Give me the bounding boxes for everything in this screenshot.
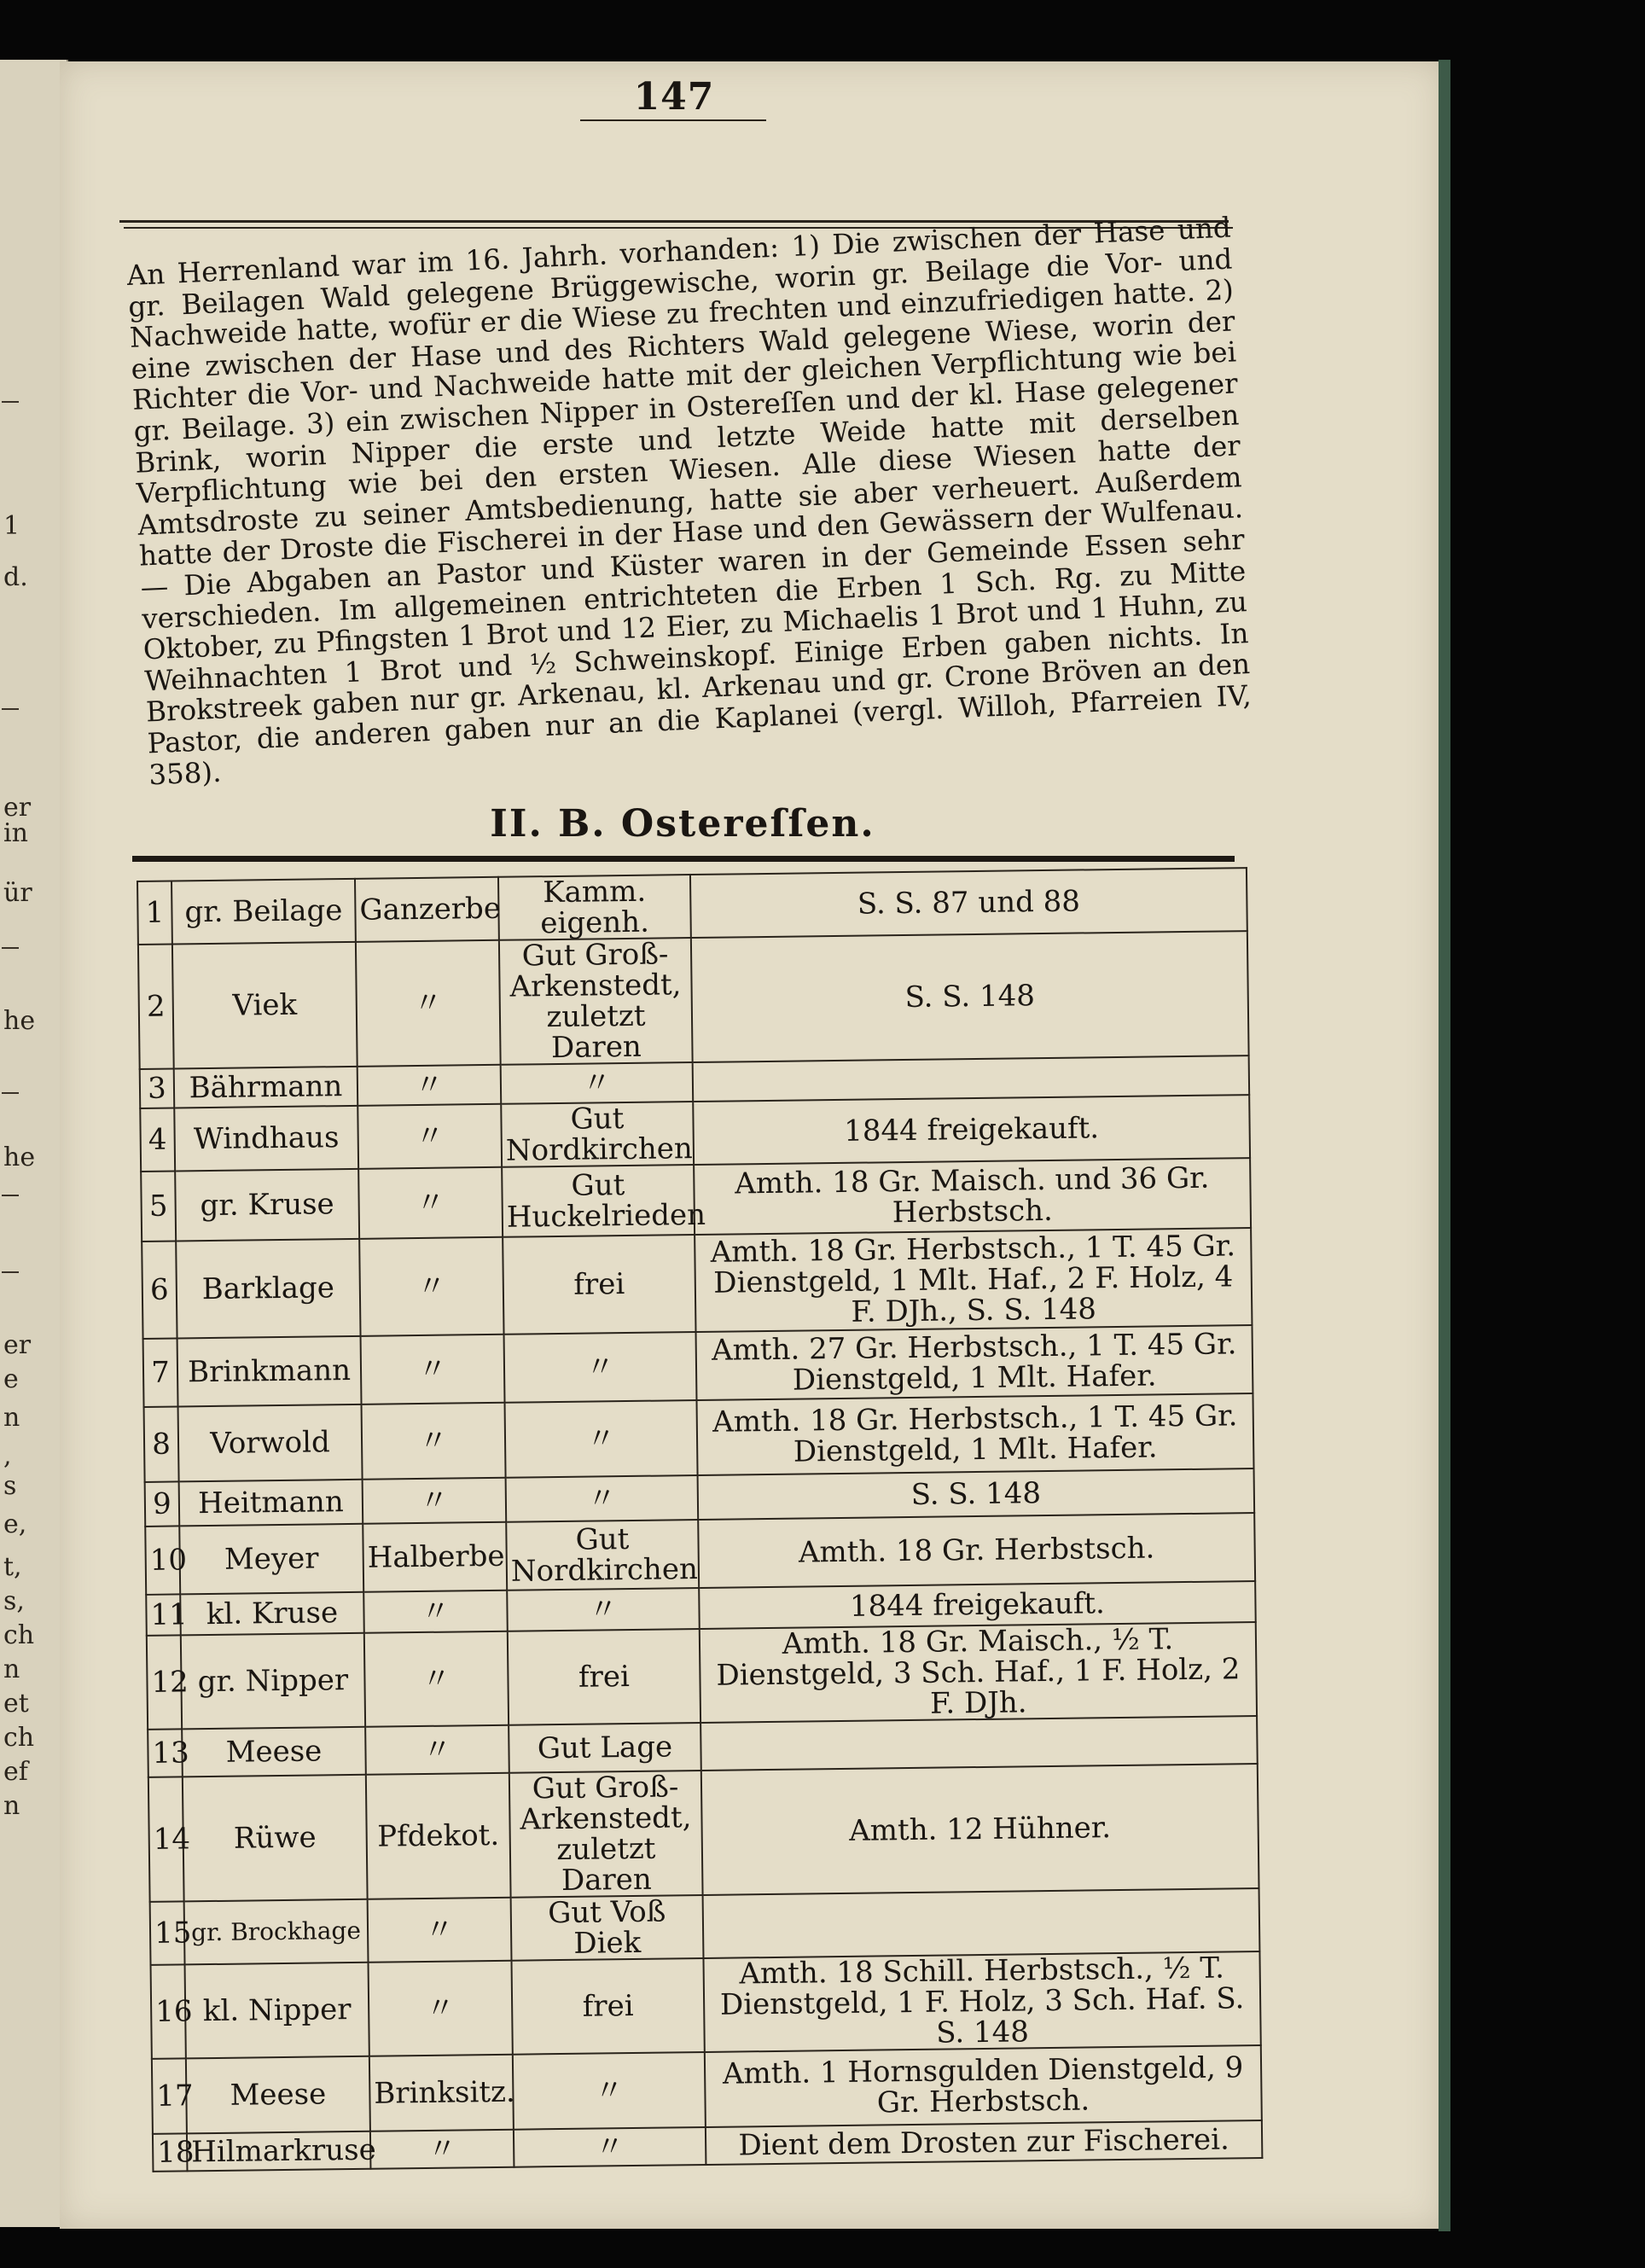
table-row <box>151 1951 1261 2059</box>
farm-register-table <box>137 867 1263 2172</box>
margin-rule <box>2 1271 19 1273</box>
holding-class: 〃 <box>358 1167 503 1239</box>
row-number: 17 <box>152 2058 187 2133</box>
landlord: Gut Groß-Arkenstedt, zuletzt Daren <box>509 1771 703 1898</box>
dues-notes: Amth. 12 Hühner. <box>701 1764 1259 1895</box>
margin-fragment: ür <box>3 878 32 908</box>
table-row <box>147 1622 1257 1730</box>
farm-name: Meese <box>182 1727 366 1777</box>
row-number: 9 <box>145 1481 180 1526</box>
table-row <box>148 1764 1259 1902</box>
table-row <box>141 1158 1251 1242</box>
dues-notes: Amth. 18 Gr. Herbstsch., 1 T. 45 Gr. Dienstgeld, 1 Mlt. Haf., 2 F. Holz, 4 F. DJh., S. S. 148 <box>695 1228 1252 1332</box>
dues-notes <box>693 1055 1250 1102</box>
farm-name: Heitmann <box>179 1480 363 1527</box>
farm-name: Barklage <box>176 1239 360 1339</box>
margin-fragment: d. <box>3 562 28 592</box>
landlord: frei <box>511 1958 704 2055</box>
margin-fragment: n <box>3 1791 20 1821</box>
landlord: Gut Huckelrieden <box>502 1165 695 1237</box>
table-top-rule <box>132 856 1235 862</box>
margin-fragment: ch <box>3 1723 35 1753</box>
row-number: 5 <box>141 1171 176 1241</box>
margin-fragment: , <box>3 1441 12 1471</box>
farm-name: gr. Beilage <box>171 879 356 945</box>
farm-name: Rüwe <box>183 1775 368 1902</box>
margin-fragment: n <box>3 1654 20 1684</box>
holding-class: 〃 <box>356 940 501 1067</box>
holding-class: 〃 <box>365 1725 509 1775</box>
facing-page-edge <box>0 60 68 2227</box>
landlord: 〃 <box>507 1588 700 1631</box>
margin-fragment: 1 <box>3 511 20 541</box>
table-row <box>142 1228 1252 1339</box>
section-heading: II. B. Ostereſſen. <box>490 802 875 846</box>
margin-rule <box>2 1195 19 1196</box>
dues-notes: Amth. 18 Gr. Maisch. und 36 Gr. Herbstsch. <box>694 1158 1251 1235</box>
margin-fragment: er <box>3 1330 32 1360</box>
landlord: frei <box>508 1629 700 1725</box>
page-number-rule <box>580 119 766 121</box>
landlord: Gut Voß Diek <box>511 1895 704 1961</box>
dues-notes: S. S. 87 und 88 <box>690 868 1247 938</box>
dues-notes <box>703 1888 1260 1958</box>
farm-name: kl. Kruse <box>180 1592 364 1636</box>
row-number: 1 <box>137 881 172 944</box>
holding-class: 〃 <box>364 1631 509 1727</box>
holding-class: 〃 <box>368 1898 512 1963</box>
margin-fragment: s, <box>3 1586 25 1616</box>
row-number: 3 <box>140 1068 175 1108</box>
margin-fragment: he <box>3 1143 36 1172</box>
row-number: 14 <box>148 1777 184 1901</box>
farm-name: Bährmann <box>174 1067 358 1108</box>
dues-notes: Amth. 18 Gr. Maisch., ½ T. Dienstgeld, 3 Sch. Haf., 1 F. Holz, 2 F. DJh. <box>700 1622 1257 1723</box>
margin-rule <box>2 401 19 403</box>
landlord: Gut Lage <box>509 1723 701 1773</box>
dues-notes: S. S. 148 <box>691 931 1249 1062</box>
farm-name: kl. Nipper <box>185 1963 369 2059</box>
margin-rule <box>2 1092 19 1094</box>
farm-name: gr. Brockhage <box>184 1899 369 1965</box>
table-row <box>152 2045 1262 2134</box>
margin-fragment: et <box>3 1689 29 1718</box>
farm-name: Meese <box>186 2056 370 2134</box>
landlord: Kamm. eigenh. <box>498 875 691 940</box>
dues-notes <box>700 1716 1258 1771</box>
margin-fragment: n <box>3 1403 20 1433</box>
margin-rule <box>2 947 19 949</box>
holding-class: 〃 <box>359 1237 503 1336</box>
holding-class: Ganzerbe <box>355 877 499 942</box>
margin-fragment: e, <box>3 1509 27 1539</box>
row-number: 6 <box>142 1241 177 1338</box>
dues-notes: Amth. 27 Gr. Herbstsch., 1 T. 45 Gr. Dienstgeld, 1 Mlt. Hafer. <box>696 1325 1253 1400</box>
row-number: 15 <box>150 1901 185 1964</box>
margin-fragment: t, <box>3 1552 22 1582</box>
dues-notes: Amth. 18 Gr. Herbstsch., 1 T. 45 Gr. Dienstgeld, 1 Mlt. Hafer. <box>696 1393 1253 1475</box>
margin-fragment: he <box>3 1006 36 1036</box>
landlord: 〃 <box>504 1332 697 1403</box>
dues-notes: 1844 freigekauft. <box>699 1581 1256 1629</box>
holding-class: Halberbe <box>363 1522 507 1592</box>
margin-fragment: e <box>3 1364 19 1394</box>
page-number: 147 <box>633 75 715 119</box>
row-number: 18 <box>153 2133 188 2171</box>
margin-fragment: ch <box>3 1620 35 1650</box>
landlord: 〃 <box>513 2052 706 2130</box>
farm-name: gr. Nipper <box>181 1633 365 1730</box>
dues-notes: 1844 freigekauft. <box>693 1095 1250 1165</box>
row-number: 2 <box>138 944 174 1068</box>
holding-class: 〃 <box>363 1591 508 1633</box>
holding-class: 〃 <box>369 1961 513 2056</box>
farm-name: gr. Kruse <box>175 1169 359 1242</box>
landlord: Gut Groß-Arkenstedt, zuletzt Daren <box>499 938 693 1065</box>
landlord: 〃 <box>506 1475 699 1522</box>
margin-fragment: in <box>3 818 28 848</box>
margin-fragment: s <box>3 1471 17 1501</box>
landlord: 〃 <box>514 2127 706 2167</box>
holding-class: Pfdekot. <box>366 1773 511 1899</box>
row-number: 13 <box>148 1729 183 1777</box>
table-body <box>137 868 1262 2172</box>
row-number: 4 <box>140 1108 175 1171</box>
row-number: 12 <box>147 1635 182 1729</box>
table-row <box>144 1393 1254 1482</box>
farm-name: Viek <box>172 942 357 1069</box>
landlord: Gut Nordkirchen <box>506 1520 699 1591</box>
farm-name: Windhaus <box>174 1106 358 1172</box>
landlord: frei <box>503 1235 695 1335</box>
dues-notes: Amth. 1 Hornsgulden Dienstgeld, 9 Gr. Herbstsch. <box>705 2045 1262 2127</box>
farm-name: Hilmarkruse <box>187 2131 371 2172</box>
holding-class: Brinksitz. <box>369 2055 514 2131</box>
holding-class: 〃 <box>370 2130 514 2169</box>
dues-notes: Amth. 18 Gr. Herbstsch. <box>698 1513 1255 1588</box>
farm-name: Meyer <box>179 1524 363 1595</box>
margin-fragment: er <box>3 793 32 823</box>
dues-notes: S. S. 148 <box>698 1468 1255 1520</box>
row-number: 11 <box>146 1594 181 1635</box>
row-number: 16 <box>151 1964 186 2058</box>
margin-fragment: ef <box>3 1757 28 1787</box>
holding-class: 〃 <box>357 1104 502 1169</box>
farm-name: Brinkmann <box>177 1336 362 1407</box>
landlord: Gut Nordkirchen <box>501 1102 694 1167</box>
intro-paragraph: An Herrenland war im 16. Jahrh. vorhanden: 1) Die zwischen der Hase und gr. Beilagen Wald gelegene Brüggewische, worin gr. Beilage die Vor- und Nachweide hatte, wofür er die Wiese zu frechten und einzufriedigen hatte. 2) eine zwischen der Hase und des Richters Wald gelegene Wiese, worin der Richter die Vor- und Nachweide hatte mit der gleichen Verpflichtung wie bei gr. Beilage. 3) ein zwischen Nipper in Ostereſſen und der kl. Hase gelegener Brink, worin Nipper die erste und letzte Weide hatte mit derselben Verpflichtung wie bei den ersten Wiesen. Alle diese Wiesen hatte der Amtsdroste zu seiner Amtsbedienung, hatte sie aber verheuert. Außerdem hatte der Droste die Fischerei in der Hase und den Gewässern der Wulfenau. — Die Abgaben an Pastor und Küster waren in der Gemeinde Essen sehr verschieden. Im allgemeinen entrichteten die Erben 1 Sch. Rg. zu Mitte Oktober, zu Pfingsten 1 Brot und 12 Eier, zu Michaelis 1 Brot und 1 Huhn, zu Weihnachten 1 Brot und ½ Schweinskopf. Einige Erben gaben nichts. In Brokstreek gaben nur gr. Arkenau, kl. Arkenau und gr. Crone Bröven an den Pastor, die anderen gaben nur an die Kaplanei (vergl. Willoh, Pfarreien IV, 358). <box>125 211 1253 791</box>
dues-notes: Amth. 18 Schill. Herbstsch., ½ T. Dienstgeld, 1 F. Holz, 3 Sch. Haf. S. S. 148 <box>703 1951 1260 2052</box>
landlord: 〃 <box>501 1062 694 1104</box>
table-row <box>138 931 1249 1069</box>
row-number: 10 <box>145 1526 180 1594</box>
row-number: 7 <box>143 1338 178 1406</box>
holding-class: 〃 <box>363 1478 507 1524</box>
holding-class: 〃 <box>361 1335 505 1404</box>
landlord: 〃 <box>505 1400 698 1478</box>
row-number: 8 <box>144 1406 179 1481</box>
holding-class: 〃 <box>357 1065 502 1106</box>
margin-rule <box>2 708 19 710</box>
holding-class: 〃 <box>362 1403 506 1480</box>
book-cover-edge <box>1439 60 1450 2231</box>
farm-name: Vorwold <box>178 1404 363 1482</box>
dues-notes: Dient dem Drosten zur Fischerei. <box>706 2120 1262 2165</box>
